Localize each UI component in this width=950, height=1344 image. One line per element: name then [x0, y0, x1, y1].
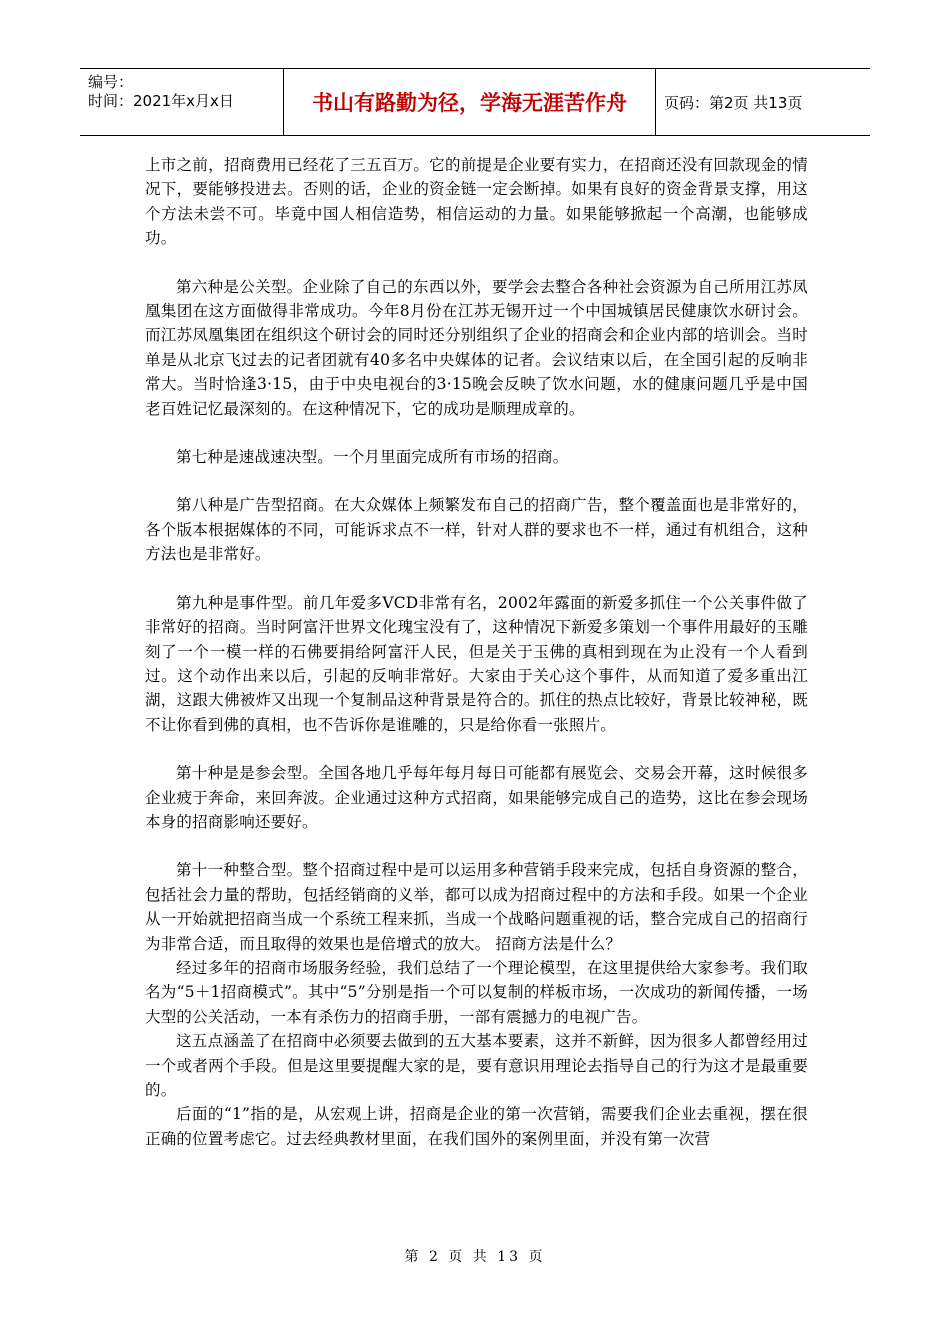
- paragraph: 这五点涵盖了在招商中必须要去做到的五大基本要素，这并不新鲜，因为很多人都曾经用过一个或者两个手段。但是这里要提醒大家的是，要有意识用理论去指导自己的行为这才是最重要的。: [145, 1032, 808, 1099]
- paragraph: 第七种是速战速决型。一个月里面完成所有市场的招商。: [176, 448, 569, 467]
- paragraph: 第十种是是参会型。全国各地几乎每年每月每日可能都有展览会、交易会开幕，这时候很多企业疲于奔命，来回奔波。企业通过这种方式招商，如果能够完成自己的造势，这比在参会现场本身的招商影响还要好。: [145, 764, 808, 831]
- page-header: [80, 68, 870, 136]
- paragraph: 第十一种整合型。整个招商过程中是可以运用多种营销手段来完成，包括自身资源的整合，包括社会力量的帮助，包括经销商的义举，都可以成为招商过程中的方法和手段。如果一个企业从一开始就把招商当成一个系统工程来抓，当成一个战略问题重视的话，整合完成自己的招商行为非常合适，而且取得的效果也是倍增式的放大。 招商方法是什么？: [145, 861, 808, 953]
- paragraph: 经过多年的招商市场服务经验，我们总结了一个理论模型，在这里提供给大家参考。我们取名为“5＋1招商模式”。其中“5”分别是指一个可以复制的样板市场，一次成功的新闻传播，一场大型的公关活动，一本有杀伤力的招商手册，一部有震撼力的电视广告。: [145, 958, 808, 1026]
- paragraph: 第八种是广告型招商。在大众媒体上频繁发布自己的招商广告，整个覆盖面也是非常好的，各个版本根据媒体的不同，可能诉求点不一样，针对人群的要求也不一样，通过有机组合，这种方法也是非常好。: [145, 496, 808, 564]
- document-time-label: 时间：2021年x月x日: [88, 92, 234, 110]
- page-footer: 第 2 页 共 13 页: [404, 1249, 546, 1265]
- header-motto: 书山有路勤为径，学海无涯苦作舟: [312, 91, 627, 115]
- paragraph: 后面的“1”指的是，从宏观上讲，招商是企业的第一次营销，需要我们企业去重视，摆在很正确的位置考虑它。过去经典教材里面，在我们国外的案例里面，并没有第一次营: [145, 1105, 808, 1148]
- header-divider: [655, 69, 656, 135]
- paragraph: 第九种是事件型。前几年爱多VCD非常有名，2002年露面的新爱多抓住一个公关事件做了非常好的招商。当时阿富汗世界文化瑰宝没有了，这种情况下新爱多策划一个事件用最好的玉雕刻了一个一模一样的石佛要捐给阿富汗人民，但是关于玉佛的真相到现在为止没有一个人看到过。这个动作出来以后，引起的反响非常好。大家由于关心这个事件，从而知道了爱多重出江湖，这跟大佛被炸又出现一个复制品这种背景是符合的。抓住的热点比较好，背景比较神秘，既不让你看到佛的真相，也不告诉你是谁雕的，只是给你看一张照片。: [145, 593, 808, 734]
- header-meta: [88, 73, 234, 111]
- paragraph: 上市之前，招商费用已经花了三五百万。它的前提是企业要有实力，在招商还没有回款现金的情况下，要能够投进去。否则的话，企业的资金链一定会断掉。如果有良好的资金背景支撑，用这个方法未尝不可。毕竟中国人相信造势，相信运动的力量。如果能够掀起一个高潮，也能够成功。: [145, 156, 808, 248]
- paragraph: 第六种是公关型。企业除了自己的东西以外，要学会去整合各种社会资源为自己所用江苏凤凰集团在这方面做得非常成功。今年8月份在江苏无锡开过一个中国城镇居民健康饮水研讨会。而江苏凤凰集团在组织这个研讨会的同时还分别组织了企业的招商会和企业内部的培训会。当时单是从北京飞过去的记者团就有40多名中央媒体的记者。会议结束以后，在全国引起的反响非常大。当时恰逢3·15，由于中央电视台的3·15晚会反映了饮水问题，水的健康问题几乎是中国老百姓记忆最深刻的。在这种情况下，它的成功是顺理成章的。: [145, 277, 808, 418]
- document-number-label: 编号：: [88, 73, 134, 91]
- header-page-info: 页码：第2页 共13页: [664, 93, 803, 112]
- document-body: [145, 153, 808, 1151]
